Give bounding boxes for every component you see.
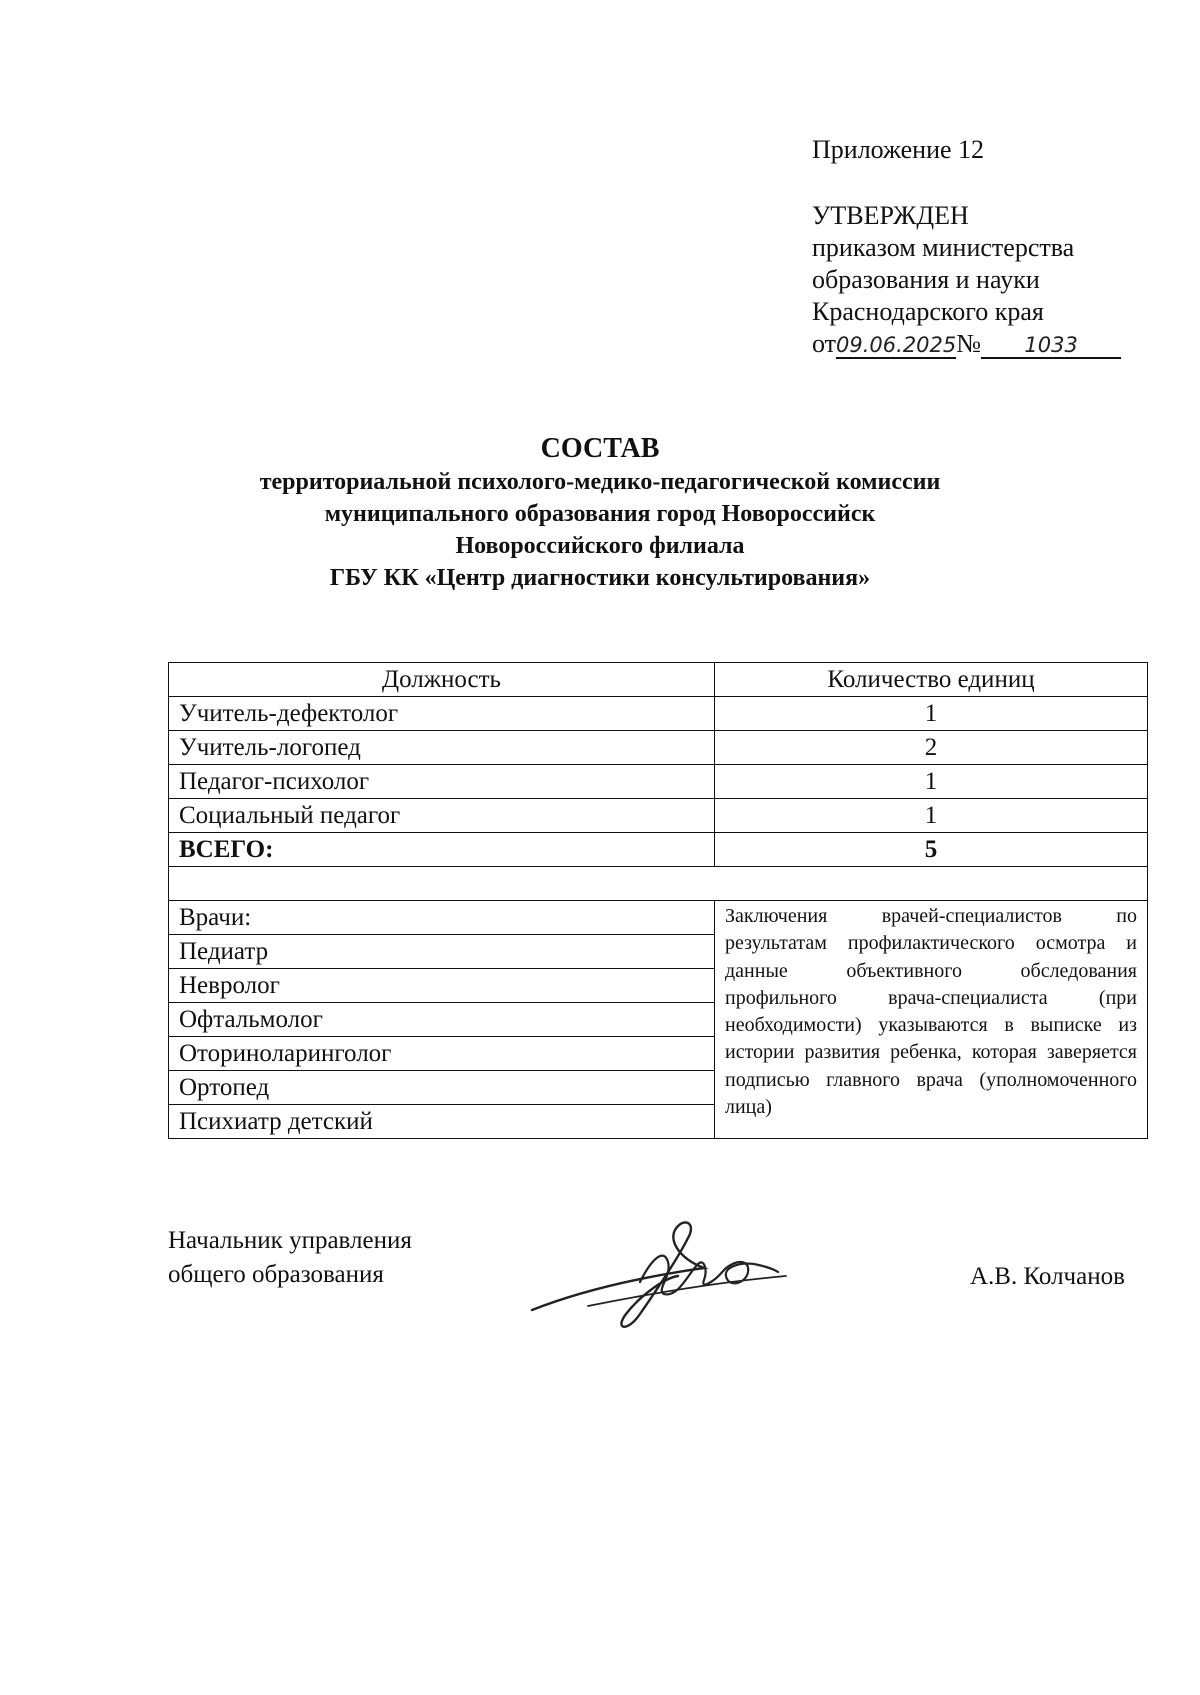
doctor-cell: Ортопед	[169, 1071, 715, 1105]
doctor-row	[169, 901, 1148, 935]
signatory-position	[168, 1224, 412, 1292]
table-row	[169, 799, 1148, 833]
annex-label: Приложение 12	[812, 135, 985, 164]
approval-block	[812, 200, 1121, 360]
empty-cell	[169, 867, 1148, 901]
signature-image	[528, 1218, 798, 1338]
position-cell: Учитель-логопед	[169, 731, 715, 765]
position-line: общего образования	[168, 1261, 384, 1288]
number-sign: №	[956, 329, 982, 358]
table-header-row	[169, 663, 1148, 697]
title-line: муниципального образования город Новороссийск	[324, 501, 876, 527]
signatory-name: А.В. Колчанов	[970, 1263, 1125, 1290]
title-line: ГБУ КК «Центр диагностики консультирования»	[329, 565, 871, 591]
doctor-cell: Невролог	[169, 969, 715, 1003]
staff-table	[168, 662, 1148, 1139]
order-number: 1033	[981, 333, 1121, 359]
order-line: Краснодарского края	[812, 297, 1044, 326]
title-line: Новороссийского филиала	[455, 533, 745, 559]
count-cell: 1	[715, 765, 1148, 799]
header-position: Должность	[169, 663, 715, 697]
doctor-cell: Психиатр детский	[169, 1105, 715, 1139]
table-row	[169, 731, 1148, 765]
position-cell: Учитель-дефектолог	[169, 697, 715, 731]
doctors-heading: Врачи:	[169, 901, 715, 935]
count-cell: 1	[715, 697, 1148, 731]
date-prefix: от	[812, 329, 837, 358]
empty-row	[169, 867, 1148, 901]
doctor-cell: Педиатр	[169, 935, 715, 969]
position-cell: Социальный педагог	[169, 799, 715, 833]
order-date: 09.06.2025	[836, 333, 957, 357]
position-cell: Педагог-психолог	[169, 765, 715, 799]
document-title	[0, 432, 1200, 594]
doctor-cell: Офтальмолог	[169, 1003, 715, 1037]
total-label: ВСЕГО:	[169, 833, 715, 867]
title-main: СОСТАВ	[540, 433, 660, 464]
count-cell: 1	[715, 799, 1148, 833]
count-cell: 2	[715, 731, 1148, 765]
order-line: образования и науки	[812, 265, 1040, 294]
doctors-note: Заключения врачей-специалистов по результатам профилактического осмотра и данные объективного обследования профильного врача-специалиста (при необходимости) указываются в выписке из истории развития ребенка, которая заверяется подписью главного врача (уполномоченного лица)	[715, 901, 1148, 1139]
approved-heading: УТВЕРЖДЕН	[812, 201, 969, 230]
title-line: территориальной психолого-медико-педагогической комиссии	[259, 469, 941, 495]
table-row	[169, 697, 1148, 731]
total-row	[169, 833, 1148, 867]
order-date-line	[812, 328, 1121, 360]
position-line: Начальник управления	[168, 1227, 412, 1254]
doctor-cell: Оториноларинголог	[169, 1037, 715, 1071]
total-count: 5	[715, 833, 1148, 867]
order-line: приказом министерства	[812, 233, 1075, 262]
header-count: Количество единиц	[715, 663, 1148, 697]
table-row	[169, 765, 1148, 799]
